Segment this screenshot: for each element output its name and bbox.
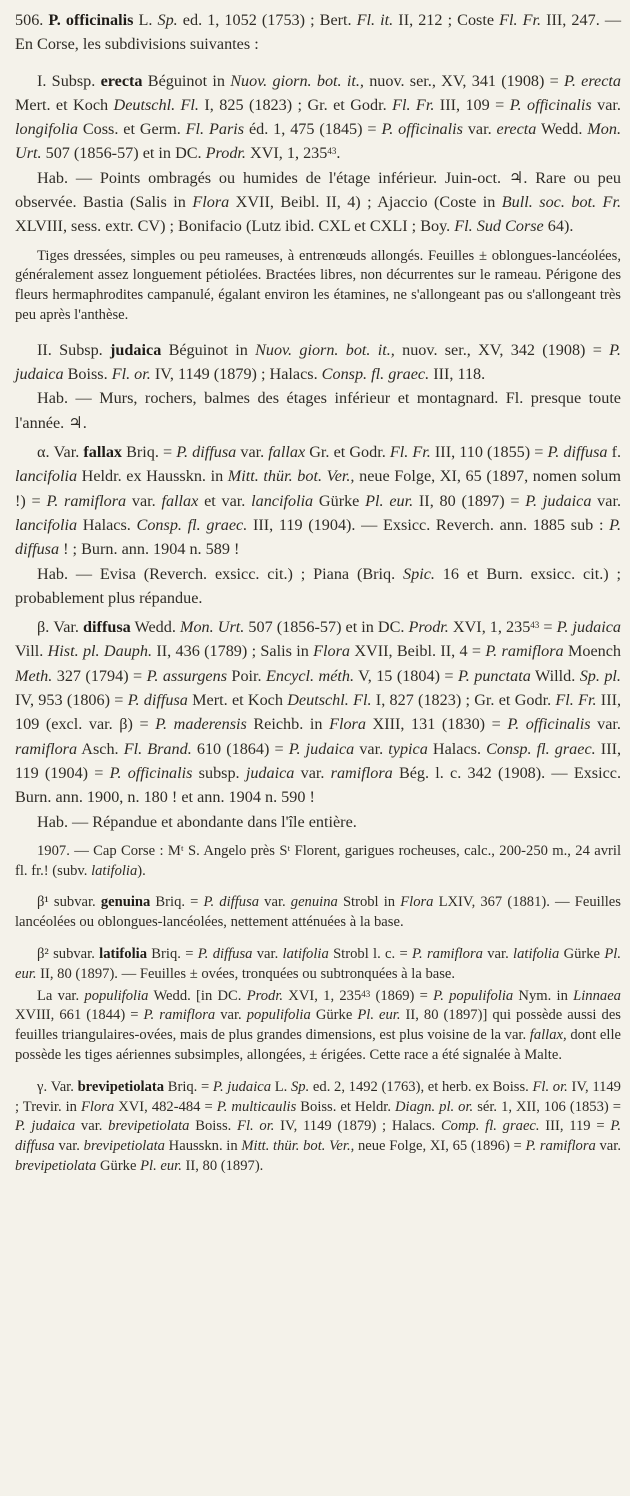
italic-text: Fl. or. [111, 365, 151, 384]
text: neue Folge, XI, 65 (1896) = [354, 1138, 526, 1155]
text: XVII, Beibl. II, 4 = [350, 642, 486, 661]
italic-text: Flora [313, 642, 351, 661]
text: L. [271, 1078, 291, 1095]
italic-text: P. diffusa [127, 691, 188, 710]
italic-text: Encycl. méth. [266, 666, 355, 685]
text: Halacs. [77, 515, 137, 534]
text: II, 436 (1789) ; Salis in [152, 642, 314, 661]
text: Heldr. ex Hausskn. in [77, 467, 228, 486]
italic-text: P. diffusa [197, 945, 253, 962]
italic-text: Fl. Brand. [123, 739, 192, 758]
italic-text: P. ramiflora [485, 642, 564, 661]
italic-text: Pl. eur. [140, 1157, 182, 1174]
text: Hab. — Points ombragés ou humides de l'étage inférieur. Juin-oct. ♃. Rare ou peu observée. Bastia (Salis in [15, 168, 621, 212]
italic-text: P. assurgens [146, 666, 228, 685]
text: III, 109 (excl. var. β) = [15, 691, 622, 734]
italic-text: Prodr. [205, 144, 246, 163]
italic-text: Nuov. giorn. bot. it., [255, 340, 395, 359]
italic-text: Mitt. thür. bot. Ver., [227, 467, 355, 486]
italic-text: brevipetiolata [108, 1118, 190, 1135]
text: XVII, Beibl. II, 4) ; Ajaccio (Coste in [229, 193, 502, 212]
taxon-name: brevipetiolata [77, 1078, 165, 1095]
text: Gürke [559, 945, 605, 962]
text: var. [482, 945, 514, 962]
text: I. Subsp. [37, 71, 101, 90]
text: II, 80 (1897)] qui possède aussi des feuilles triangulaires-ovées, mais de plus grandes dimensions, est plus voisine de la var. [15, 1007, 621, 1044]
text: Boiss. [189, 1118, 238, 1135]
taxon-name: genuina [100, 894, 151, 911]
text: Strobl in [337, 894, 401, 911]
text: var. [591, 491, 622, 510]
text: (1869) = [370, 987, 434, 1004]
text: Gürke [313, 491, 366, 510]
text: nuov. ser., XV, 342 (1908) = [394, 340, 610, 359]
text: XLVIII, sess. extr. CV) ; Bonifacio (Lutz ibid. CXL et CXLI ; Boy. [15, 217, 455, 236]
italic-text: P. officinalis [109, 763, 193, 782]
italic-text: Linnaea [573, 987, 621, 1004]
text: Wedd. [in DC. [148, 987, 247, 1004]
text: Tiges dressées, simples ou peu rameuses, à entrenœuds allongés. Feuilles ± oblongues-lancéolées, généralement assez longuement pétiolées. Bractées libres, non décurrentes sur le rameau. Périgone des fleurs hermaphrodites campanulé, égalant environ les étamines, ne s'allongeant pas ou s'allongeant très peu après l'anthèse. [15, 247, 621, 324]
italic-text: Fl. Fr. [392, 95, 435, 114]
italic-text: Sp. [291, 1078, 310, 1095]
italic-text: Sp. pl. [579, 666, 621, 685]
italic-text: Consp. fl. graec. [486, 739, 596, 758]
text: II, 80 (1897) = [413, 491, 526, 510]
text: β. Var. [37, 618, 84, 637]
text: var. [54, 1138, 84, 1155]
text: Halacs. [427, 739, 487, 758]
text: Gr. et Godr. [305, 443, 390, 462]
paragraph-diffusa-hab [15, 810, 621, 834]
text: Vill. [15, 642, 48, 661]
italic-text: Spic. [403, 564, 435, 583]
text: éd. 1, 475 (1845) = [244, 120, 382, 139]
italic-text: Prodr. [246, 987, 284, 1004]
italic-text: P. ramiflora [46, 491, 127, 510]
text: IV, 953 (1806) = [15, 691, 128, 710]
text: V, 15 (1804) = [354, 666, 458, 685]
taxon-name: judaica [110, 340, 162, 359]
italic-text: P. judaica [525, 491, 592, 510]
text: II, 212 ; Coste [393, 11, 500, 29]
text: nuov. ser., XV, 341 (1908) = [363, 71, 565, 90]
text: Reichb. in [246, 715, 330, 734]
text: LXIV, 367 (1881). — Feuilles lancéolées ou oblongues-lancéolées, nettement atténuées à la base. [15, 894, 621, 931]
text: La var. [37, 987, 85, 1004]
text: ed. 1, 1052 (1753) ; Bert. [177, 11, 357, 29]
text: III, 119 = [539, 1118, 611, 1135]
text: IV, 1149 (1879) ; Halacs. [150, 365, 322, 384]
italic-text: ramiflora [330, 763, 393, 782]
text: Mert. et Koch [15, 95, 114, 114]
text: Briq. = [147, 945, 198, 962]
italic-text: Fl. Fr. [499, 11, 542, 29]
italic-text: Consp. fl. graec. [321, 365, 430, 384]
text: γ. Var. [37, 1078, 78, 1095]
italic-text: P. ramiflora [143, 1007, 216, 1024]
italic-text: lancifolia [15, 515, 78, 534]
italic-text: fallax, [529, 1027, 567, 1044]
text: β¹ subvar. [37, 894, 101, 911]
superscript: 43 [530, 620, 540, 631]
text: XVI, 1, 235 [448, 618, 531, 637]
italic-text: Flora [80, 1098, 115, 1115]
italic-text: Mon. Urt. [15, 120, 622, 163]
text: Gürke [310, 1007, 358, 1024]
italic-text: P. judaica [556, 618, 622, 637]
italic-text: P. diffusa [547, 443, 608, 462]
italic-text: Fl. Fr. [389, 443, 431, 462]
italic-text: latifolia [91, 862, 138, 879]
paragraph-var-populifolia [15, 987, 621, 1066]
italic-text: Flora [192, 193, 230, 212]
text: Mert. et Koch [187, 691, 288, 710]
text: Hausskn. in [164, 1138, 242, 1155]
taxon-name: diffusa [83, 618, 131, 637]
paragraph-subsp-erecta [15, 69, 621, 166]
italic-text: Hist. pl. Dauph. [47, 642, 153, 661]
paragraph-subvar-genuina [15, 893, 621, 933]
text: var. [294, 763, 331, 782]
text: f. [607, 443, 622, 462]
text: ! ; Burn. ann. 1904 n. 589 ! [59, 540, 240, 559]
italic-text: P. populifolia [433, 987, 514, 1004]
italic-text: P. officinalis [381, 120, 463, 139]
italic-text: P. diffusa [15, 1118, 621, 1155]
italic-text: Sp. [157, 11, 178, 29]
italic-text: P. judaica [212, 1078, 272, 1095]
italic-text: Consp. fl. graec. [136, 515, 248, 534]
paragraph-fallax-hab [15, 562, 621, 611]
italic-text: P. multicaulis [216, 1098, 297, 1115]
text: IV, 1149 ; Trevir. in [15, 1078, 621, 1115]
text: var. [215, 1007, 247, 1024]
text: var. [259, 894, 291, 911]
text: α. Var. [37, 443, 84, 462]
text: Wedd. [536, 120, 588, 139]
text: Boiss. et Heldr. [296, 1098, 396, 1115]
text: Briq. = [122, 443, 177, 462]
italic-text: P. ramiflora [412, 945, 483, 962]
text: Moench [563, 642, 621, 661]
text: XVI, 482-484 = [114, 1098, 217, 1115]
text: Boiss. [63, 365, 112, 384]
italic-text: Flora [400, 894, 434, 911]
italic-text: Pl. eur. [15, 945, 621, 982]
paragraph-subvar-latifolia [15, 945, 621, 985]
text: Hab. — Murs, rochers, balmes des étages inférieur et montagnard. Fl. presque toute l'année. ♃. [15, 389, 621, 432]
italic-text: fallax [268, 443, 306, 462]
italic-text: P. maderensis [155, 715, 247, 734]
text: III, 119 (1904) = [15, 739, 622, 782]
text: Gürke [96, 1157, 141, 1174]
paragraph-var-fallax [15, 440, 621, 561]
text: III, 109 = [434, 95, 510, 114]
text: var. [126, 491, 162, 510]
text: III, 247. — En Corse, les subdivisions suivantes : [15, 11, 622, 54]
italic-text: P. ramiflora [525, 1138, 596, 1155]
text: subsp. [192, 763, 246, 782]
text: I, 827 (1823) ; Gr. et Godr. [371, 691, 556, 710]
text: Béguinot in [142, 71, 231, 90]
text: XVI, 1, 235 [283, 987, 362, 1004]
text: Béguinot in [161, 340, 256, 359]
italic-text: P. judaica [15, 340, 621, 384]
text: Briq. = [164, 1078, 213, 1095]
italic-text: Prodr. [408, 618, 449, 637]
text: XIII, 131 (1830) = [365, 715, 508, 734]
text: XVI, 1, 235 [245, 144, 328, 163]
text: . [336, 144, 341, 163]
text: 506. [15, 11, 49, 29]
text: III, 110 (1855) = [430, 443, 548, 462]
italic-text: P. officinalis [509, 95, 592, 114]
italic-text: Fl. Fr. [555, 691, 597, 710]
text: ). [137, 862, 146, 879]
text: Hab. — Répandue et abondante dans l'île entière. [37, 812, 357, 831]
italic-text: P. diffusa [203, 894, 260, 911]
italic-text: P. punctata [457, 666, 531, 685]
text: Coss. et Germ. [77, 120, 186, 139]
italic-text: lancifolia [15, 467, 78, 486]
italic-text: Fl. it. [356, 11, 394, 29]
italic-text: Pl. eur. [357, 1007, 401, 1024]
text: var. [595, 1138, 621, 1155]
text: 507 (1856-57) et in DC. [244, 618, 409, 637]
text: = [539, 618, 557, 637]
italic-text: Bull. soc. bot. Fr. [501, 193, 621, 212]
text: et var. [198, 491, 252, 510]
text: Briq. = [150, 894, 204, 911]
italic-text: Deutschl. Fl. [113, 95, 199, 114]
italic-text: lancifolia [251, 491, 314, 510]
italic-text: Meth. [15, 666, 53, 685]
italic-text: P. judaica [15, 1118, 76, 1135]
italic-text: P. diffusa [15, 515, 622, 559]
italic-text: Flora [329, 715, 366, 734]
italic-text: brevipetiolata [83, 1138, 165, 1155]
paragraph-diffusa-1907 [15, 842, 621, 882]
italic-text: typica [388, 739, 428, 758]
italic-text: genuina [290, 894, 338, 911]
italic-text: brevipetiolata [15, 1157, 97, 1174]
italic-text: Mitt. thür. bot. Ver., [241, 1138, 355, 1155]
text: Bég. l. c. 342 (1908). — Exsicc. Burn. ann. 1900, n. 180 ! et ann. 1904 n. 590 ! [15, 763, 622, 807]
italic-text: P. diffusa [176, 443, 237, 462]
taxon-name: P. officinalis [48, 11, 134, 29]
text: var. [354, 739, 389, 758]
text: var. [236, 443, 269, 462]
italic-text: Fl. Sud Corse [454, 217, 544, 236]
text: 610 (1864) = [191, 739, 289, 758]
italic-text: Fl. or. [532, 1078, 568, 1095]
taxon-name: fallax [83, 443, 123, 462]
italic-text: Deutschl. Fl. [287, 691, 372, 710]
text: 64). [543, 217, 574, 236]
text: XVIII, 661 (1844) = [15, 1007, 144, 1024]
paragraph-judaica-hab [15, 386, 621, 435]
text: β² subvar. [37, 945, 100, 962]
italic-text: fallax [161, 491, 199, 510]
paragraph-erecta-desc [15, 247, 621, 326]
text: 327 (1794) = [52, 666, 147, 685]
text: sér. 1, XII, 106 (1853) = [473, 1098, 621, 1115]
italic-text: Diagn. pl. or. [395, 1098, 474, 1115]
italic-text: Fl. Paris [185, 120, 245, 139]
text: Poir. [227, 666, 266, 685]
text: II, 80 (1897). — Feuilles ± ovées, tronquées ou subtronquées à la base. [36, 965, 456, 982]
paragraph-subsp-judaica [15, 338, 621, 387]
text: III, 119 (1904). — Exsicc. Reverch. ann. 1885 sub : [247, 515, 610, 534]
superscript: 43 [361, 988, 371, 999]
text: 507 (1856-57) et in DC. [41, 144, 206, 163]
text: IV, 1149 (1879) ; Halacs. [274, 1118, 441, 1135]
superscript: 43 [327, 146, 337, 157]
text: var. [462, 120, 497, 139]
italic-text: P. erecta [564, 71, 621, 90]
italic-text: ramiflora [15, 739, 78, 758]
italic-text: erecta [496, 120, 537, 139]
text: Wedd. [130, 618, 180, 637]
paragraph-var-brevipetiolata [15, 1078, 621, 1177]
text: II. Subsp. [37, 340, 111, 359]
italic-text: judaica [245, 763, 295, 782]
text: L. [133, 11, 158, 29]
text: var. [75, 1118, 109, 1135]
text: II, 80 (1897). [181, 1157, 264, 1174]
italic-text: Fl. or. [237, 1118, 275, 1135]
text: Willd. [530, 666, 580, 685]
italic-text: Comp. fl. graec. [440, 1118, 540, 1135]
text: neue Folge, XI, 65 (1897, nomen solum !) = [15, 467, 621, 510]
italic-text: latifolia [282, 945, 329, 962]
text: III, 118. [429, 365, 486, 384]
paragraph-var-diffusa [15, 615, 621, 809]
text: dont elle possède les tiges aériennes subsimples, allongées, ± érigées. Cette race a été signalée à Malte. [15, 1027, 621, 1063]
text: Asch. [77, 739, 124, 758]
paragraph-erecta-hab [15, 166, 621, 239]
text: Strobl l. c. = [328, 945, 413, 962]
text: ed. 2, 1492 (1763), et herb. ex Boiss. [309, 1078, 533, 1095]
text: var. [590, 715, 621, 734]
italic-text: P. judaica [288, 739, 355, 758]
italic-text: populifolia [84, 987, 149, 1004]
text: var. [591, 95, 621, 114]
taxon-name: latifolia [99, 945, 147, 962]
italic-text: Pl. eur. [365, 491, 414, 510]
paragraph-entry-506 [15, 8, 621, 57]
text: 16 et Burn. exsicc. cit.) ; probablement plus répandue. [15, 564, 621, 607]
taxon-name: erecta [100, 71, 143, 90]
italic-text: Mon. Urt. [179, 618, 245, 637]
italic-text: latifolia [513, 945, 560, 962]
text: Nym. in [513, 987, 574, 1004]
text: var. [252, 945, 283, 962]
italic-text: populifolia [246, 1007, 311, 1024]
italic-text: Nuov. giorn. bot. it., [230, 71, 364, 90]
text: I, 825 (1823) ; Gr. et Godr. [198, 95, 393, 114]
italic-text: longifolia [15, 120, 78, 139]
italic-text: P. officinalis [507, 715, 591, 734]
text: 1907. — Cap Corse : Mᵗ S. Angelo près Sᵗ Florent, garigues rocheuses, calc., 200-250 m., 24 avril fl. fr.! (subv. [15, 842, 621, 879]
text: Hab. — Evisa (Reverch. exsicc. cit.) ; Piana (Briq. [37, 564, 404, 583]
flora-text [15, 8, 621, 1177]
